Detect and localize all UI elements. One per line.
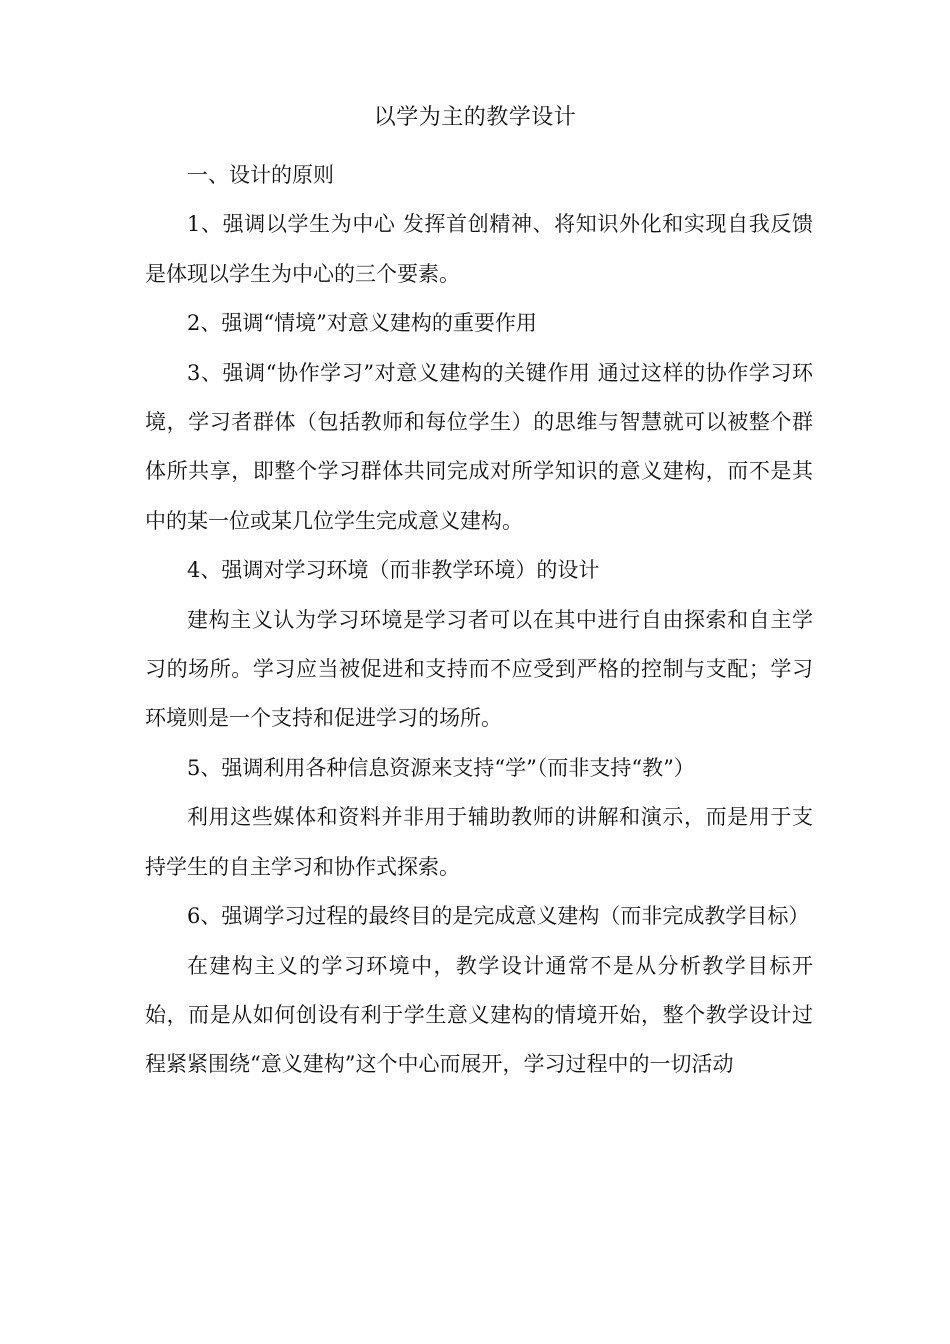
- principle-5: 5、强调利用各种信息资源来支持“学”（而非支持“教”）: [187, 755, 695, 780]
- principle-3: 3、强调“协作学习”对意义建构的关键作用 通过这样的协作学习环境，学习者群体（包括教师和每位学生）的思维与智慧就可以被整个群体所共享，即整个学习群体共同完成对所学知识的意义建构，而不是其中的某一位或某几位学生完成意义建构。: [145, 360, 813, 533]
- document-body: [145, 151, 813, 1090]
- principle-5-detail: 利用这些媒体和资料并非用于辅助教师的讲解和演示，而是用于支持学生的自主学习和协作式探索。: [145, 805, 813, 879]
- principle-4-detail: 建构主义认为学习环境是学习者可以在其中进行自由探索和自主学习的场所。学习应当被促进和支持而不应受到严格的控制与支配；学习环境则是一个支持和促进学习的场所。: [145, 607, 813, 731]
- principle-6: 6、强调学习过程的最终目的是完成意义建构（而非完成教学目标）: [187, 904, 810, 929]
- document-title: 以学为主的教学设计: [373, 105, 577, 130]
- principle-1: 1、强调以学生为中心 发挥首创精神、将知识外化和实现自我反馈是体现以学生为中心的三个要素。: [145, 212, 813, 286]
- principle-2: 2、强调“情境”对意义建构的重要作用: [187, 311, 537, 336]
- section-heading: 一、设计的原则: [187, 163, 334, 187]
- principle-4: 4、强调对学习环境（而非教学环境）的设计: [187, 558, 600, 583]
- principle-6-detail: 在建构主义的学习环境中，教学设计通常不是从分析教学目标开始，而是从如何创设有利于学生意义建构的情境开始，整个教学设计过程紧紧围绕“意义建构”这个中心而展开，学习过程中的一切活动: [145, 953, 813, 1077]
